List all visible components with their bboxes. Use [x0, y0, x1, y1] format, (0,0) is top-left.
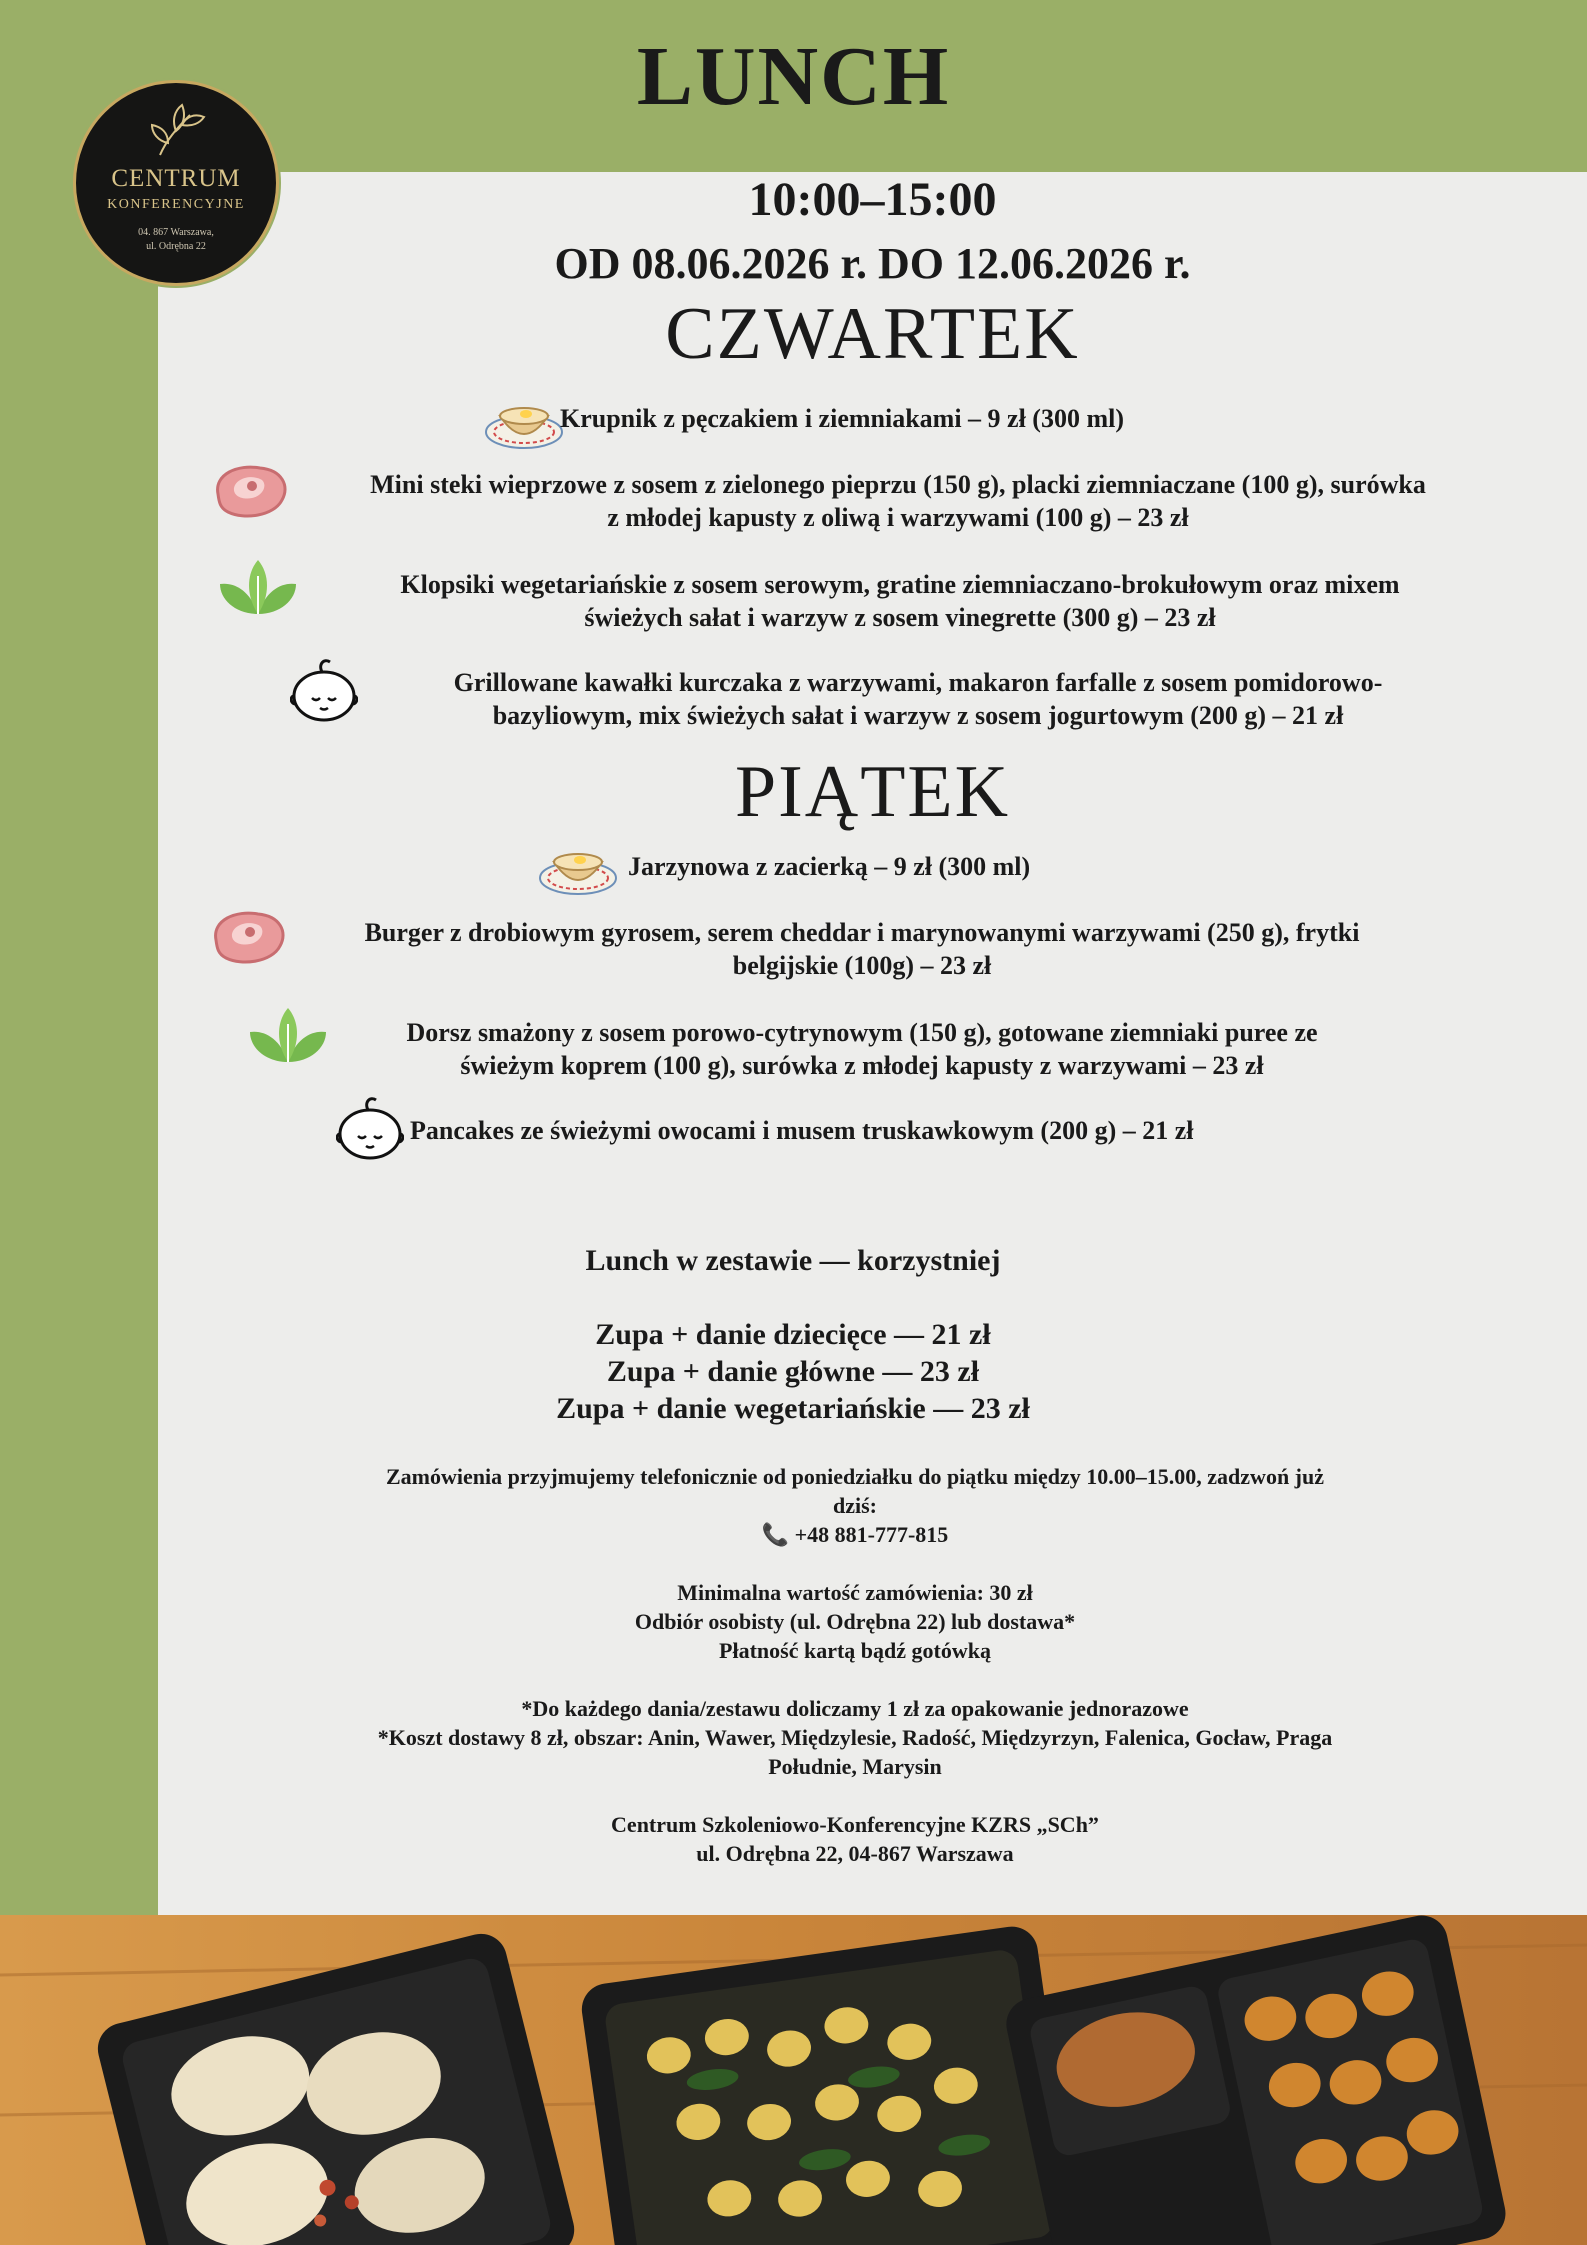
min-order: Minimalna wartość zamówienia: 30 zł	[677, 1580, 1033, 1605]
menu-dates: OD 08.06.2026 r. DO 12.06.2026 r.	[554, 239, 1191, 288]
delivery-note-line2: Południe, Marysin	[768, 1754, 942, 1779]
combo-item: Zupa + danie główne — 23 zł	[606, 1355, 980, 1388]
meat-steak-icon	[208, 458, 292, 524]
company-address: ul. Odrębna 22, 04-867 Warszawa	[696, 1841, 1014, 1866]
day-heading-thursday: CZWARTEK	[665, 293, 1080, 375]
combo-item: Zupa + danie wegetariańskie — 23 zł	[556, 1392, 1030, 1425]
dish-thursday-soup: Krupnik z pęczakiem i ziemniakami – 9 zł (300 ml)	[560, 404, 1125, 433]
page-title: LUNCH	[636, 30, 951, 123]
payment-methods: Płatność kartą bądź gotówką	[719, 1638, 991, 1663]
leaf-branch-icon	[146, 103, 206, 159]
dish-thursday-kids	[358, 666, 1478, 732]
dish-line: świeżych sałat i warzyw z sosem vinegrette (300 g) – 23 zł	[584, 603, 1216, 632]
dish-line: Dorsz smażony z sosem porowo-cytrynowym (150 g), gotowane ziemniaki puree ze	[406, 1018, 1318, 1047]
dish-friday-kids: Pancakes ze świeżymi owocami i musem truskawkowym (200 g) – 21 zł	[410, 1116, 1194, 1145]
dish-line: Grillowane kawałki kurczaka z warzywami, makaron farfalle z sosem pomidorowo-	[453, 668, 1383, 697]
dish-line: Burger z drobiowym gyrosem, serem cheddar i marynowanymi warzywami (250 g), frytki	[364, 918, 1360, 947]
delivery-note-line1: *Koszt dostawy 8 zł, obszar: Anin, Wawer, Międzylesie, Radość, Międzyrzyn, Falenica, Gocław, Praga	[377, 1725, 1333, 1750]
order-notes	[270, 1694, 1440, 1781]
dish-line: świeżym koprem (100 g), surówka z młodej kapusty z warzywami – 23 zł	[460, 1051, 1264, 1080]
vegetarian-leaf-icon	[246, 1004, 330, 1066]
baby-face-icon	[290, 654, 358, 724]
vegetarian-leaf-icon	[216, 556, 300, 618]
phone-number: +48 881-777-815	[794, 1522, 949, 1547]
company-name: Centrum Szkoleniowo-Konferencyjne KZRS „SCh”	[611, 1812, 1099, 1837]
dish-line: belgijskie (100g) – 23 zł	[732, 951, 992, 980]
dish-line: Klopsiki wegetariańskie z sosem serowym, gratine ziemniaczano-brokułowym oraz mixem	[400, 570, 1400, 599]
combo-item: Zupa + danie dziecięce — 21 zł	[595, 1318, 991, 1351]
logo-subtitle: KONFERENCYJNE	[107, 197, 245, 212]
dish-thursday-main	[298, 468, 1498, 534]
dish-friday-vegetarian	[332, 1016, 1392, 1082]
dish-thursday-vegetarian	[300, 568, 1500, 634]
ordering-line2: dziś:	[833, 1493, 877, 1518]
logo-name: CENTRUM	[111, 165, 241, 192]
pickup-delivery: Odbiór osobisty (ul. Odrębna 22) lub dostawa*	[634, 1609, 1076, 1634]
left-green-band	[0, 0, 158, 1915]
logo-address-line2: ul. Odrębna 22	[146, 241, 206, 252]
packaging-note: *Do każdego dania/zestawu doliczamy 1 zł za opakowanie jednorazowe	[521, 1696, 1189, 1721]
day-heading-friday: PIĄTEK	[734, 751, 1011, 833]
dish-line: Mini steki wieprzowe z sosem z zielonego pieprzu (150 g), placki ziemniaczane (100 g), surówka	[370, 470, 1426, 499]
dish-friday-soup: Jarzynowa z zacierką – 9 zł (300 ml)	[628, 852, 1031, 881]
combo-heading: Lunch w zestawie — korzystniej	[585, 1244, 1001, 1277]
order-conditions	[270, 1578, 1440, 1665]
food-photo	[0, 1915, 1587, 2245]
baby-face-icon	[336, 1092, 404, 1162]
dish-line: z młodej kapusty z oliwą i warzywami (100 g) – 23 zł	[607, 503, 1189, 532]
company-info	[270, 1810, 1440, 1868]
soup-bowl-icon	[538, 838, 618, 898]
opening-hours: 10:00–15:00	[748, 173, 997, 226]
meat-steak-icon	[206, 904, 290, 970]
logo-address-line1: 04. 867 Warszawa,	[138, 227, 214, 238]
phone-icon: 📞	[761, 1522, 790, 1547]
ordering-line1: Zamówienia przyjmujemy telefonicznie od poniedziałku do piątku między 10.00–15.00, zadzwoń już	[385, 1464, 1325, 1489]
soup-bowl-icon	[484, 392, 564, 452]
dish-line: bazyliowym, mix świeżych sałat i warzyw z sosem jogurtowym (200 g) – 21 zł	[492, 701, 1344, 730]
ordering-info	[270, 1462, 1440, 1549]
dish-friday-main	[292, 916, 1432, 982]
